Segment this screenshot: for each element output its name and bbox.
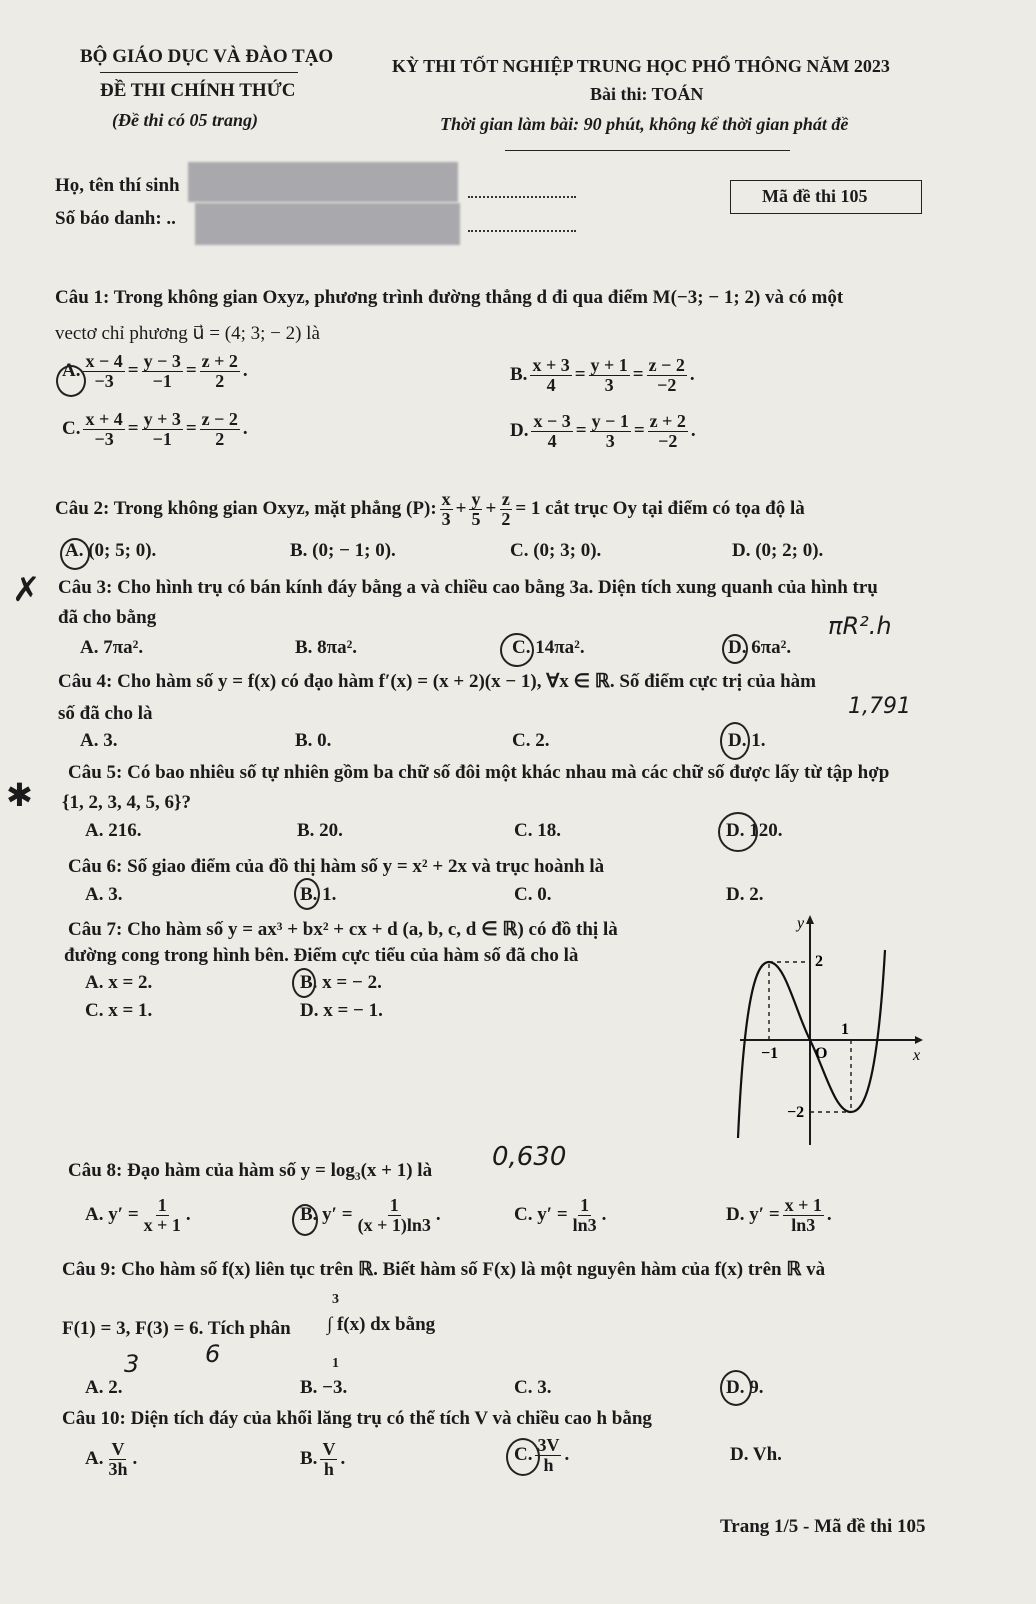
title-divider	[505, 150, 790, 151]
q8-a-frac	[142, 1196, 183, 1235]
num: x + 4	[85, 409, 123, 429]
num: x − 3	[533, 411, 571, 431]
num: V	[111, 1439, 125, 1459]
num: z	[501, 489, 510, 509]
q1-b-label: B.	[510, 364, 528, 386]
q10-text: Câu 10: Diện tích đáy của khối lăng trụ có thể tích V và chiều cao h bằng	[62, 1408, 652, 1429]
q5-margin-mark: ✱	[6, 776, 33, 814]
q4-option-c: C. 2.	[512, 730, 550, 751]
redacted-name	[188, 162, 458, 202]
q2-text: Câu 2: Trong không gian Oxyz, mặt phẳng (P): $\frac{x}{3}$ + $\frac{y}{5}$ + $\frac{z}{2}$ = 1 cắt trục Oy tại điểm có tọa độ là	[55, 489, 805, 529]
q5-option-a: A. 216.	[85, 820, 142, 841]
q3-handwritten-note: πR².h	[828, 612, 892, 640]
q3-text2: đã cho bằng	[58, 607, 157, 628]
den: −3	[94, 370, 114, 391]
q10-option-d: D. Vh.	[730, 1444, 782, 1465]
num: z + 2	[649, 411, 686, 431]
q3-crossed-mark	[500, 633, 534, 667]
q8-b-label: B. y′ =	[300, 1204, 353, 1226]
q1-text	[55, 287, 843, 309]
num: 1	[580, 1195, 590, 1215]
q6-text: Câu 6: Số giao điểm của đồ thị hàm số y = x² + 2x và trục hoành là	[68, 856, 605, 877]
q1-d-frac-z	[648, 412, 688, 451]
q7-text2: đường cong trong hình bên. Điểm cực tiểu của hàm số đã cho là	[64, 945, 579, 966]
q1-option-c: C. $\frac{x + 4}{-3}$ = $\frac{y + 3}{-1}$ = $\frac{z - 2}{2}$ .	[62, 409, 248, 449]
q10-answer-mark	[506, 1438, 540, 1476]
q5-text: Câu 5: Có bao nhiêu số tự nhiên gồm ba chữ số đôi một khác nhau mà các chữ số được lấy từ tập hợp	[68, 762, 890, 783]
den: 2	[501, 508, 511, 529]
num: y − 1	[591, 411, 629, 431]
q1-stem-line1: Câu 1: Trong không gian Oxyz, phương trình đường thẳng d đi qua điểm M(−3; − 1; 2) và có một	[55, 287, 844, 308]
den: −1	[152, 370, 172, 391]
cubic-curve	[738, 950, 885, 1138]
q10-c-label: C.	[514, 1444, 533, 1466]
tick-y-neg2: −2	[787, 1104, 805, 1121]
q5-answer-mark	[718, 812, 758, 852]
q3-option-c: C. 14πa².	[512, 637, 585, 658]
den: −2	[657, 374, 677, 395]
num: y + 1	[590, 355, 628, 375]
q2-option-a: A. (0; 5; 0).	[65, 540, 157, 561]
q8-option-a: A. y′ = $\frac{1}{x + 1}$ .	[85, 1195, 191, 1235]
q8-d-label: D. y′ =	[726, 1204, 780, 1226]
num: 3V	[537, 1435, 560, 1455]
q4-option-b: B. 0.	[295, 730, 332, 751]
q2-option-c: C. (0; 3; 0).	[510, 540, 602, 561]
q10-a-frac	[106, 1440, 129, 1479]
num: y	[471, 489, 481, 509]
q9-note-2: 6	[205, 1340, 221, 1368]
num: 1	[157, 1195, 167, 1215]
exam-title: KỲ THI TỐT NGHIỆP TRUNG HỌC PHỔ THÔNG NĂM 2023	[392, 56, 890, 76]
q2-frac-y	[469, 490, 482, 529]
q1-c-frac-z	[200, 410, 240, 449]
subject: Bài thi: TOÁN	[590, 84, 704, 104]
tick-y-2: 2	[815, 953, 823, 970]
q6-option-c: C. 0.	[514, 884, 552, 905]
q6-option-b: B. 1.	[300, 884, 337, 905]
q5-option-b: B. 20.	[297, 820, 343, 841]
q1-b-frac-x	[530, 356, 571, 395]
q1-text2: vectơ chỉ phương u⃗ = (4; 3; − 2) là	[55, 323, 320, 344]
time-note: Thời gian làm bài: 90 phút, không kể thời gian phát đề	[440, 114, 849, 134]
id-dots	[468, 230, 576, 232]
den: 5	[471, 508, 481, 529]
q8-b-frac	[356, 1196, 433, 1235]
den: −1	[152, 428, 172, 449]
pages-note: (Đề thi có 05 trang)	[112, 110, 258, 130]
q3-option-a: A. 7πa².	[80, 637, 144, 658]
q9-note-1: 3	[124, 1350, 140, 1378]
redacted-id	[195, 203, 460, 245]
num: x − 4	[85, 351, 123, 371]
q9-option-a: A. 2.	[85, 1377, 123, 1398]
q1-option-a: A. $\frac{x - 4}{-3}$ = $\frac{y - 3}{-1}$ = $\frac{z + 2}{2}$ .	[62, 351, 248, 391]
q8-option-c: C. y′ = $\frac{1}{\ln 3}$ .	[514, 1195, 607, 1235]
den: −3	[94, 428, 114, 449]
num: x + 1	[784, 1195, 822, 1215]
q1-c-label: C.	[62, 418, 81, 440]
q7-option-c: C. x = 1.	[85, 1000, 153, 1021]
q7-answer-mark	[292, 968, 316, 998]
q10-b-label: B.	[300, 1448, 318, 1470]
q8-d-frac	[783, 1196, 824, 1235]
q1-c-frac-y	[142, 410, 183, 449]
origin-label: O	[815, 1045, 828, 1062]
q1-option-d: D. $\frac{x - 3}{4}$ = $\frac{y - 1}{3}$ = $\frac{z + 2}{-2}$ .	[510, 411, 696, 451]
den: h	[323, 1458, 334, 1479]
num: V	[322, 1439, 336, 1459]
id-label: Số báo danh: ..	[55, 208, 176, 229]
den: ln3	[791, 1214, 816, 1235]
q3-margin-mark: ✗	[12, 570, 41, 610]
name-dots	[468, 196, 576, 198]
q4-option-d: D. 1.	[728, 730, 766, 751]
q10-option-b: B. $\frac{V}{h}$ .	[300, 1439, 346, 1479]
name-label: Họ, tên thí sinh	[55, 175, 180, 196]
q1-d-label: D.	[510, 420, 529, 442]
q3-answer-mark	[722, 634, 748, 664]
num: z − 2	[201, 409, 238, 429]
q2-frac-z	[499, 490, 512, 529]
den: 3	[604, 374, 614, 395]
q9-option-c: C. 3.	[514, 1377, 552, 1398]
num: z − 2	[648, 355, 685, 375]
q10-option-a: A. $\frac{V}{3h}$ .	[85, 1439, 138, 1479]
q5-option-c: C. 18.	[514, 820, 561, 841]
q1-answer-mark	[56, 365, 86, 397]
q4-text2: số đã cho là	[58, 703, 153, 724]
den: 4	[547, 430, 557, 451]
den: 3	[441, 508, 451, 529]
num: y − 3	[143, 351, 181, 371]
num: z + 2	[201, 351, 238, 371]
q8-text: Câu 8: Đạo hàm của hàm số y = log₃(x + 1) là	[68, 1160, 433, 1181]
q6-option-d: D. 2.	[726, 884, 764, 905]
q8-option-b: B. y′ = $\frac{1}{(x + 1)\ln 3}$ .	[300, 1195, 441, 1235]
tick-x-1: 1	[841, 1021, 849, 1038]
q9-integral: ∫ f(x) dx bằng	[327, 1314, 436, 1335]
ministry-name: BỘ GIÁO DỤC VÀ ĐÀO TẠO	[80, 46, 334, 67]
num: x	[441, 489, 451, 509]
den: x + 1	[143, 1214, 181, 1235]
x-axis-arrow-icon	[915, 1036, 923, 1044]
den: 3	[605, 430, 615, 451]
q10-option-c: C. $\frac{3V}{h}$ .	[514, 1435, 570, 1475]
q1-d-frac-y	[590, 412, 631, 451]
exam-code: Mã đề thi 105	[762, 186, 868, 206]
q5-option-d: D. 120.	[726, 820, 783, 841]
q8-answer-mark	[292, 1204, 318, 1236]
q4-handwritten-note: 1,791	[848, 694, 911, 719]
page-footer: Trang 1/5 - Mã đề thi 105	[720, 1516, 926, 1537]
q7-option-a: A. x = 2.	[85, 972, 153, 993]
q9-text: Câu 9: Cho hàm số f(x) liên tục trên ℝ. Biết hàm số F(x) là một nguyên hàm của f(x) trên ℝ và	[62, 1259, 826, 1280]
q8-a-label: A. y′ =	[85, 1204, 139, 1226]
y-label: y	[797, 915, 805, 932]
y-axis-arrow-icon	[806, 915, 814, 924]
q5-text2: {1, 2, 3, 4, 5, 6}?	[62, 792, 191, 813]
q1-c-frac-x	[83, 410, 124, 449]
q7-graph	[735, 910, 925, 1150]
den: 4	[546, 374, 556, 395]
q3-text: Câu 3: Cho hình trụ có bán kính đáy bằng a và chiều cao bằng 3a. Diện tích xung quanh của hình trụ	[58, 577, 878, 598]
den: 2	[215, 428, 225, 449]
num: x + 3	[532, 355, 570, 375]
den: 3h	[108, 1458, 128, 1479]
q4-answer-mark	[720, 722, 750, 760]
q3-option-b: B. 8πa².	[295, 637, 358, 658]
q10-b-frac	[320, 1440, 337, 1479]
q2-frac-x	[440, 490, 453, 529]
official-label: ĐỀ THI CHÍNH THỨC	[100, 80, 296, 101]
q2-answer-mark	[60, 538, 90, 570]
num: y + 3	[143, 409, 181, 429]
q10-a-label: A.	[85, 1448, 104, 1470]
q8-c-frac	[571, 1196, 599, 1235]
q2-option-b: B. (0; − 1; 0).	[290, 540, 396, 561]
q1-a-label: A.	[62, 360, 81, 382]
q9-answer-mark	[720, 1370, 752, 1406]
q6-answer-mark	[294, 878, 320, 910]
den: h	[543, 1454, 554, 1475]
q7-option-b: B. x = − 2.	[300, 972, 382, 993]
q8-handwritten-note: 0,630	[492, 1142, 567, 1172]
q9-option-d: D. 9.	[726, 1377, 764, 1398]
q7-text: Câu 7: Cho hàm số y = ax³ + bx² + cx + d (a, b, c, d ∈ ℝ) có đồ thị là	[68, 919, 618, 940]
q4-text: Câu 4: Cho hàm số y = f(x) có đạo hàm f′(x) = (x + 2)(x − 1), ∀x ∈ ℝ. Số điểm cực trị của hàm	[58, 671, 816, 692]
q1-a-frac-z	[200, 352, 240, 391]
q3-option-d: D. 6πa².	[728, 637, 792, 658]
q9-option-b: B. −3.	[300, 1377, 348, 1398]
den: 2	[215, 370, 225, 391]
x-label: x	[913, 1047, 921, 1064]
q1-d-frac-x	[531, 412, 572, 451]
q2-stem-b: = 1 cắt trục Oy tại điểm có tọa độ là	[515, 498, 805, 520]
q2-option-d: D. (0; 2; 0).	[732, 540, 824, 561]
q1-a-frac-y	[142, 352, 183, 391]
tick-x-neg1: −1	[761, 1045, 779, 1062]
den: ln3	[572, 1214, 597, 1235]
q1-option-b: B. $\frac{x + 3}{4}$ = $\frac{y + 1}{3}$ = $\frac{z - 2}{-2}$ .	[510, 355, 695, 395]
q1-a-frac-x	[83, 352, 124, 391]
num: 1	[389, 1195, 399, 1215]
header-divider	[100, 72, 298, 73]
q4-option-a: A. 3.	[80, 730, 118, 751]
q9-text2: F(1) = 3, F(3) = 6. Tích phân	[62, 1318, 291, 1339]
den: −2	[658, 430, 678, 451]
q9-upper-limit: 3	[332, 1292, 339, 1307]
q8-option-d: D. y′ = $\frac{x + 1}{\ln 3}$ .	[726, 1195, 832, 1235]
q1-b-frac-z	[647, 356, 687, 395]
q9-lower-limit: 1	[332, 1356, 339, 1371]
q2-stem-a: Câu 2: Trong không gian Oxyz, mặt phẳng (P):	[55, 498, 437, 520]
q8-c-label: C. y′ =	[514, 1204, 568, 1226]
q7-option-d: D. x = − 1.	[300, 1000, 383, 1021]
q6-option-a: A. 3.	[85, 884, 123, 905]
den: (x + 1)ln3	[357, 1214, 431, 1235]
q1-b-frac-y	[589, 356, 630, 395]
